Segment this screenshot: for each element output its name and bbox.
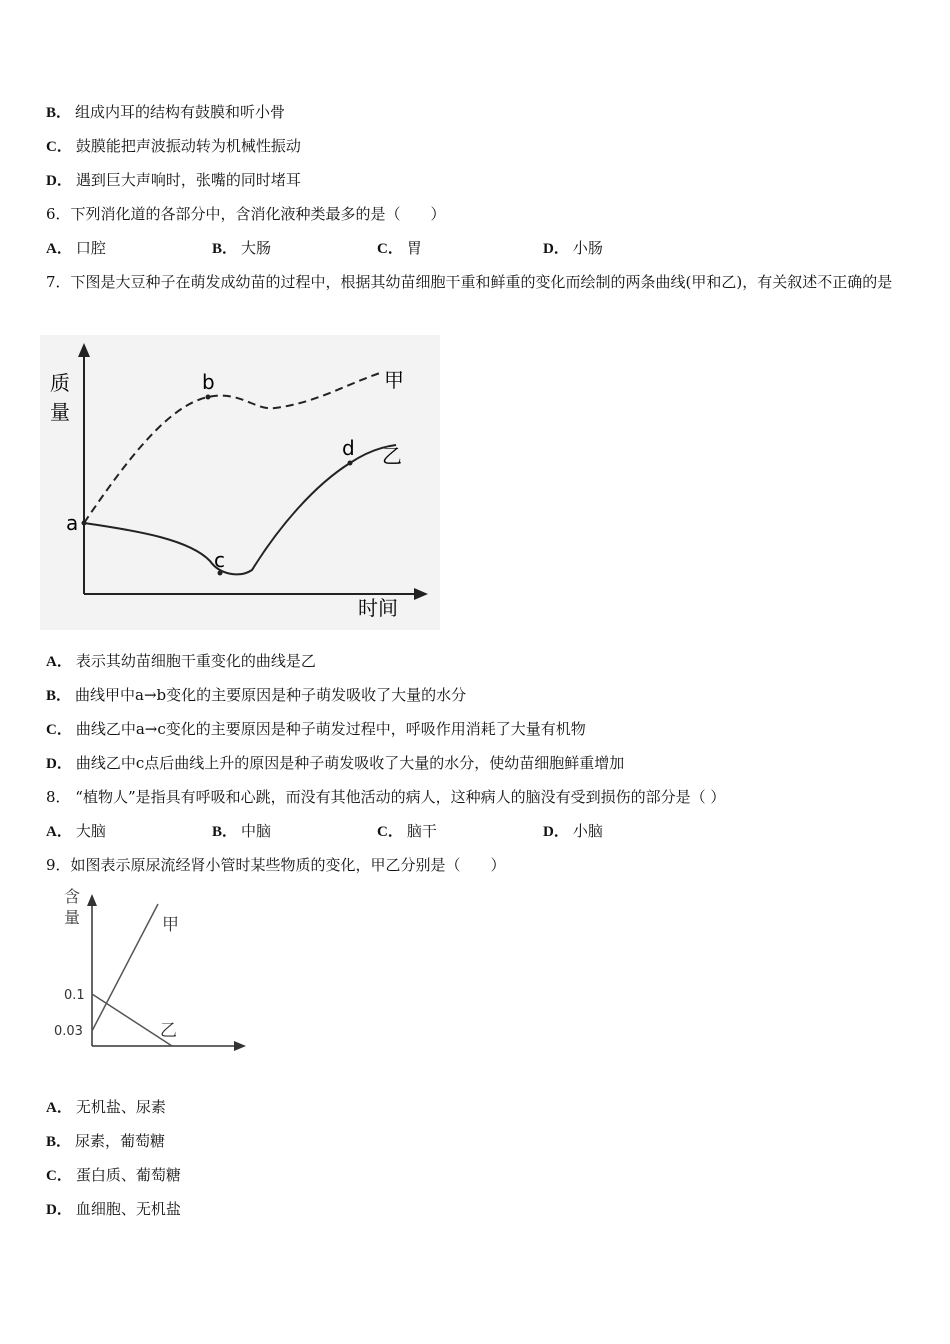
q9-option-c	[46, 1165, 181, 1186]
y-axis-label-char-2: 量	[64, 908, 81, 927]
option-text: 小脑	[572, 822, 603, 840]
q8-option-c	[377, 821, 437, 842]
option-label: C．	[377, 241, 403, 257]
q9-option-a	[46, 1097, 166, 1118]
option-text: 无机盐、尿素	[75, 1098, 166, 1116]
q7-stem: 7．下图是大豆种子在萌发成幼苗的过程中，根据其幼苗细胞干重和鲜重的变化而绘制的两条曲线(甲和乙)，有关叙述不正确的是	[46, 273, 893, 291]
option-text: 曲线乙中a→c变化的主要原因是种子萌发过程中，呼吸作用消耗了大量有机物	[75, 720, 586, 738]
q6-stem: 6．下列消化道的各部分中，含消化液种类最多的是（ ）	[46, 205, 446, 223]
option-text: 鼓膜能把声波振动转为机械性振动	[75, 137, 301, 155]
option-label: B．	[46, 688, 72, 704]
line-jia-label: 甲	[162, 915, 179, 935]
q5-option-d	[46, 170, 301, 191]
point-a-label: a	[66, 511, 79, 535]
option-text: 大脑	[75, 822, 106, 840]
q5-option-b	[46, 102, 285, 123]
point-d-label: d	[342, 436, 355, 460]
option-text: 大肠	[241, 239, 272, 257]
option-label: A．	[46, 654, 72, 670]
option-text: 曲线甲中a→b变化的主要原因是种子萌发吸收了大量的水分	[75, 686, 467, 704]
q8-option-b	[212, 821, 271, 842]
option-text: 尿素，葡萄糖	[75, 1132, 166, 1150]
point-b-dot	[206, 395, 211, 400]
x-axis-label: 时间	[358, 596, 398, 620]
q7-figure	[40, 335, 440, 630]
q9-option-d	[46, 1199, 181, 1220]
point-d-dot	[348, 461, 353, 466]
tick-low-label: 0.03	[54, 1024, 83, 1039]
option-label: C．	[377, 824, 403, 840]
tick-high-label: 0.1	[64, 988, 85, 1003]
option-label: D．	[543, 241, 569, 257]
option-label: C．	[46, 139, 72, 155]
q9-stem: 9．如图表示原尿流经肾小管时某些物质的变化，甲乙分别是（ ）	[46, 856, 506, 874]
y-axis-label-char-1: 质	[50, 371, 70, 395]
q7-option-a	[46, 651, 316, 672]
option-label: A．	[46, 824, 72, 840]
option-text: 脑干	[406, 822, 437, 840]
option-label: B．	[212, 824, 238, 840]
q9-figure	[50, 882, 260, 1057]
q8-stem: 8． “植物人”是指具有呼吸和心跳，而没有其他活动的病人，这种病人的脑没有受到损伤的部分是（ ）	[46, 788, 726, 806]
y-axis-label-char-2: 量	[50, 400, 70, 424]
q5-option-c	[46, 136, 301, 157]
y-axis-arrow	[87, 894, 97, 906]
q7-option-b	[46, 685, 466, 706]
option-label: D．	[46, 1202, 72, 1218]
option-label: D．	[46, 756, 72, 772]
option-text: 血细胞、无机盐	[75, 1200, 181, 1218]
q8-option-d	[543, 821, 603, 842]
option-text: 中脑	[241, 822, 272, 840]
scan-background	[40, 335, 440, 630]
option-text: 蛋白质、葡萄糖	[75, 1166, 181, 1184]
option-label: C．	[46, 1168, 72, 1184]
point-c-label: c	[214, 548, 225, 572]
q6-option-d	[543, 238, 603, 259]
option-text: 小肠	[572, 239, 603, 257]
q6-option-a	[46, 238, 106, 259]
curve-yi-label: 乙	[382, 444, 402, 468]
curve-jia-label: 甲	[384, 368, 404, 392]
q7-option-c	[46, 719, 586, 740]
q7-option-d	[46, 753, 624, 774]
y-axis-label-char-1: 含	[64, 887, 81, 906]
option-text: 曲线乙中c点后曲线上升的原因是种子萌发吸收了大量的水分，使幼苗细胞鲜重增加	[75, 754, 625, 772]
option-text: 胃	[406, 239, 422, 257]
line-yi-label: 乙	[160, 1021, 177, 1041]
option-label: A．	[46, 1100, 72, 1116]
q8-option-a	[46, 821, 106, 842]
option-label: B．	[212, 241, 238, 257]
q6-option-b	[212, 238, 271, 259]
option-text: 组成内耳的结构有鼓膜和听小骨	[75, 103, 286, 121]
option-text: 口腔	[75, 239, 106, 257]
option-text: 表示其幼苗细胞干重变化的曲线是乙	[75, 652, 316, 670]
line-jia	[92, 904, 158, 1031]
option-label: A．	[46, 241, 72, 257]
option-label: C．	[46, 722, 72, 738]
point-b-label: b	[202, 370, 215, 394]
q6-option-c	[377, 238, 422, 259]
x-axis-arrow	[234, 1041, 246, 1051]
option-label: D．	[46, 173, 72, 189]
point-a-dot	[82, 521, 87, 526]
q9-option-b	[46, 1131, 165, 1152]
option-label: B．	[46, 105, 72, 121]
option-label: D．	[543, 824, 569, 840]
option-text: 遇到巨大声响时，张嘴的同时堵耳	[75, 171, 301, 189]
option-label: B．	[46, 1134, 72, 1150]
